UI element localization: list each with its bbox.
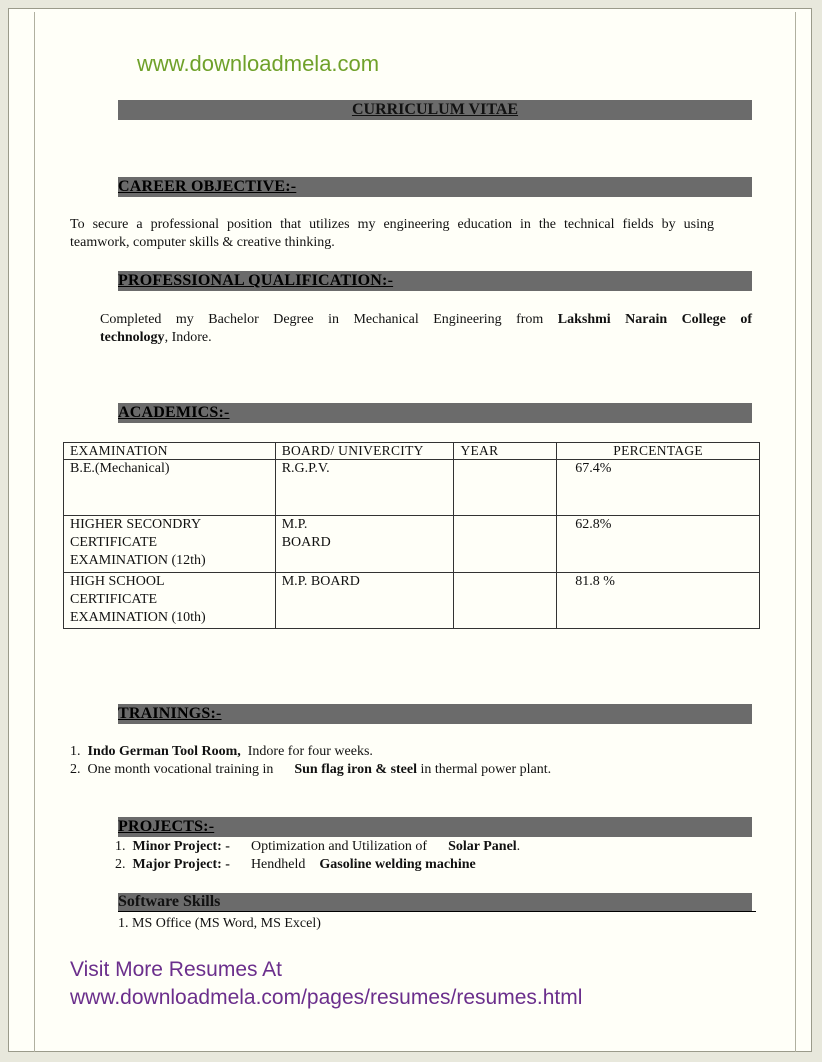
list-number: 1. bbox=[70, 744, 81, 759]
board-cell bbox=[275, 516, 454, 573]
academics-heading: ACADEMICS:- bbox=[118, 404, 230, 421]
board-line: R.G.P.V. bbox=[281, 461, 330, 476]
project-label: Major Project: - bbox=[132, 857, 230, 872]
percentage-cell: 67.4% bbox=[557, 460, 760, 516]
software-underline bbox=[118, 911, 756, 912]
career-objective-line-1: To secure a professional position that utilizes my engineering education in the technical fields by using bbox=[70, 217, 714, 232]
qualification-line-1 bbox=[100, 311, 752, 329]
footer-visit-text: Visit More Resumes At bbox=[70, 958, 283, 981]
board-cell bbox=[275, 573, 454, 629]
training-detail: One month vocational training in bbox=[87, 762, 274, 777]
project-name: Gasoline welding machine bbox=[319, 857, 476, 872]
project-item-2 bbox=[115, 856, 476, 874]
watermark-url[interactable]: www.downloadmela.com bbox=[137, 51, 380, 76]
career-objective-line-2: teamwork, computer skills & creative thinking. bbox=[70, 235, 335, 250]
qualification-text-post: , Indore. bbox=[164, 330, 212, 345]
project-item-1 bbox=[115, 838, 520, 856]
exam-cell bbox=[64, 460, 276, 516]
list-number: 2. bbox=[70, 762, 81, 777]
exam-cell bbox=[64, 573, 276, 629]
exam-line: B.E.(Mechanical) bbox=[70, 461, 170, 476]
project-tail: . bbox=[516, 839, 521, 854]
exam-line: EXAMINATION (12th) bbox=[70, 553, 206, 568]
exam-line: EXAMINATION (10th) bbox=[70, 610, 206, 625]
board-line: BOARD bbox=[281, 535, 331, 550]
exam-line: HIGHER SECONDRY bbox=[70, 517, 202, 532]
year-cell bbox=[454, 460, 557, 516]
project-description: Hendheld bbox=[250, 857, 306, 872]
training-institute: Indo German Tool Room, bbox=[87, 744, 241, 759]
project-label: Minor Project: - bbox=[132, 839, 230, 854]
college-name-b: technology bbox=[100, 330, 165, 345]
percentage-cell: 62.8% bbox=[557, 516, 760, 573]
board-line: M.P. BOARD bbox=[281, 574, 360, 589]
qualification-heading: PROFESSIONAL QUALIFICATION:- bbox=[118, 272, 394, 289]
table-header-row bbox=[64, 443, 760, 460]
column-header-percentage: PERCENTAGE bbox=[557, 443, 760, 460]
percentage-cell: 81.8 % bbox=[557, 573, 760, 629]
board-line: M.P. bbox=[281, 517, 308, 532]
career-objective-heading: CAREER OBJECTIVE:- bbox=[118, 178, 297, 195]
trainings-heading: TRAININGS:- bbox=[118, 705, 222, 722]
year-cell bbox=[454, 573, 557, 629]
exam-line: HIGH SCHOOL bbox=[70, 574, 165, 589]
exam-cell bbox=[64, 516, 276, 573]
table-row bbox=[64, 516, 760, 573]
training-item-2 bbox=[70, 761, 551, 779]
software-item: 1. MS Office (MS Word, MS Excel) bbox=[118, 916, 321, 931]
software-heading: Software Skills bbox=[118, 893, 221, 910]
column-header-examination: EXAMINATION bbox=[64, 443, 276, 460]
training-company: Sun flag iron & steel bbox=[294, 762, 417, 777]
board-cell bbox=[275, 460, 454, 516]
table-row bbox=[64, 573, 760, 629]
training-item-1 bbox=[70, 743, 373, 761]
projects-heading: PROJECTS:- bbox=[118, 818, 215, 835]
list-number: 2. bbox=[115, 857, 126, 872]
page-title: CURRICULUM VITAE bbox=[118, 100, 752, 120]
qualification-line-2 bbox=[100, 329, 752, 347]
academics-table bbox=[63, 442, 760, 629]
qualification-text-pre: Completed my Bachelor Degree in Mechanical Engineering from bbox=[100, 312, 558, 327]
exam-line: CERTIFICATE bbox=[70, 592, 158, 607]
list-number: 1. bbox=[115, 839, 126, 854]
column-header-year: YEAR bbox=[454, 443, 557, 460]
project-description: Optimization and Utilization of bbox=[250, 839, 428, 854]
project-name: Solar Panel bbox=[448, 839, 517, 854]
column-header-board: BOARD/ UNIVERCITY bbox=[275, 443, 454, 460]
training-detail: Indore for four weeks. bbox=[240, 744, 373, 759]
qualification-text bbox=[100, 311, 752, 347]
college-name-a: Lakshmi Narain College of bbox=[557, 312, 753, 327]
exam-line: CERTIFICATE bbox=[70, 535, 158, 550]
footer-resumes-link[interactable]: www.downloadmela.com/pages/resumes/resumes.html bbox=[70, 986, 583, 1009]
table-row bbox=[64, 460, 760, 516]
training-detail: in thermal power plant. bbox=[417, 762, 552, 777]
year-cell bbox=[454, 516, 557, 573]
